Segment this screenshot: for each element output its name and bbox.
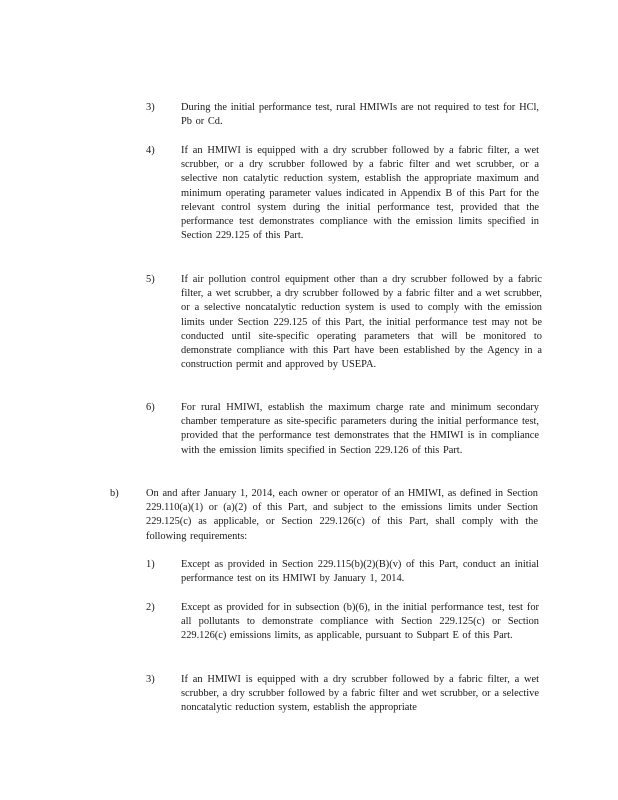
item-text: Except as provided in Section 229.115(b)(2)(B)(v) of this Part, conduct an initial performance test on its HMIWI by January 1, 2014. <box>181 559 539 585</box>
item-number: 5) <box>146 274 155 285</box>
item-number: 2) <box>146 602 155 613</box>
item-text: For rural HMIWI, establish the maximum charge rate and minimum secondary chamber temperature as site-specific parameters during the initial performance test, provided that the performance test demonstrates that the HMIWI is in compliance with the emission limits specified in Section 229.126 of this Part. <box>181 402 539 456</box>
item-number: 3) <box>146 102 155 113</box>
item-text: During the initial performance test, rural HMIWIs are not required to test for HCl, Pb or Cd. <box>181 102 539 128</box>
item-number: 4) <box>146 145 155 156</box>
item-text: If air pollution control equipment other than a dry scrubber followed by a fabric filter, a wet scrubber, a dry scrubber followed by a fabric filter and a wet scrubber, or a selective noncatalytic reduction system is used to comply with the emission limits under Section 229.125 of this Part, the initial performance test may not be conducted until site-specific operating parameters that will be monitored to demonstrate compliance with this Part have been established by the Agency in a construction permit and approved by USEPA. <box>181 274 542 371</box>
item-text: If an HMIWI is equipped with a dry scrubber followed by a fabric filter, a wet scrubber, a dry scrubber followed by a fabric filter and wet scrubber, or a selective noncatalytic reduction system, establish the appropriate <box>181 674 539 714</box>
item-text: On and after January 1, 2014, each owner or operator of an HMIWI, as defined in Section 229.110(a)(1) or (a)(2) of this Part, and subject to the emissions limits under Section 229.125(c) as applicable, or Section 229.126(c) of this Part, shall comply with the following requirements: <box>146 488 538 542</box>
item-number: 1) <box>146 559 155 570</box>
item-text: If an HMIWI is equipped with a dry scrubber followed by a fabric filter, a wet scrubber, or a dry scrubber followed by a fabric filter and wet scrubber, or a selective non catalytic reduction system, establish the appropriate maximum and minimum operating parameter values indicated in Appendix B of this Part for the relevant control system during the initial performance test, provided that the performance test demonstrates compliance with the emission limits specified in Section 229.125 of this Part. <box>181 145 539 242</box>
item-text: Except as provided for in subsection (b)(6), in the initial performance test, test for all pollutants to demonstrate compliance with Section 229.125(c) or Section 229.126(c) emissions limits, as applicable, pursuant to Subpart E of this Part. <box>181 602 539 642</box>
item-number: 3) <box>146 674 155 685</box>
item-number: b) <box>110 488 119 499</box>
item-number: 6) <box>146 402 155 413</box>
